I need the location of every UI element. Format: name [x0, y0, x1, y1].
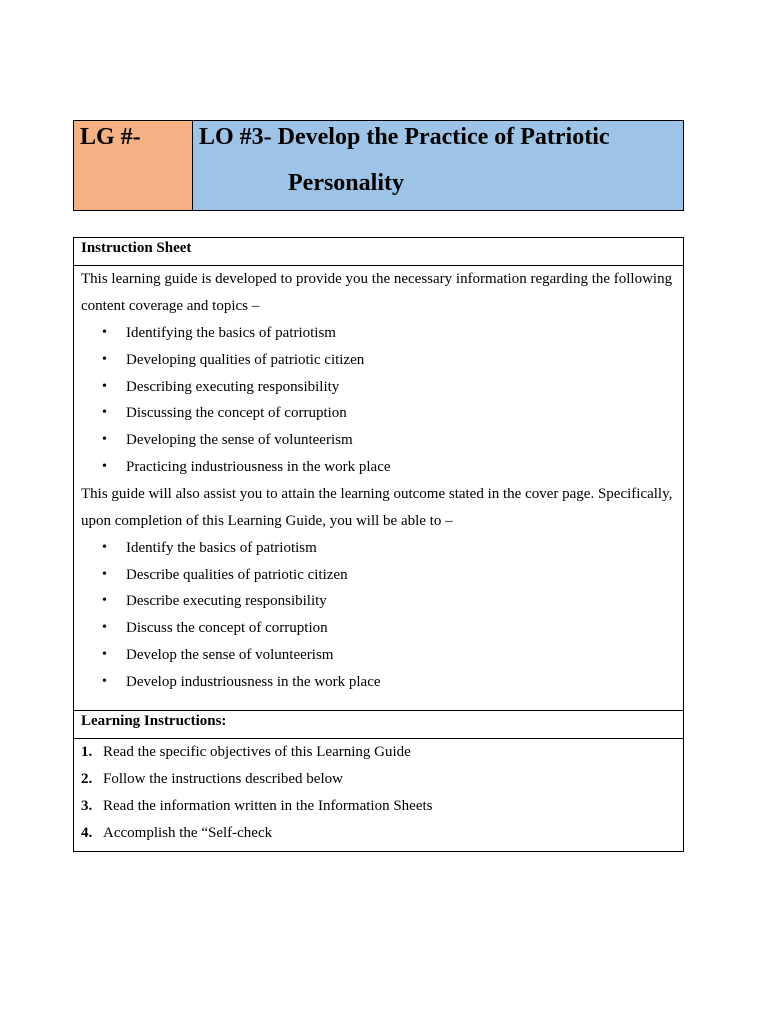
bullet-icon: •: [102, 673, 107, 689]
bullet-icon: •: [102, 593, 107, 609]
list-item: 3. Read the information written in the Information Sheets: [81, 793, 676, 820]
instruction-table: [73, 237, 684, 852]
list-item: • Identify the basics of patriotism: [81, 535, 676, 562]
header-table: [73, 120, 684, 211]
list-item: • Developing the sense of volunteerism: [81, 427, 676, 454]
intro-paragraph: This learning guide is developed to provide you the necessary information regarding the following content coverage and topics –: [81, 271, 673, 314]
bullet-icon: •: [102, 325, 107, 340]
bullet-icon: •: [102, 620, 107, 636]
step-number: 2.: [81, 770, 93, 787]
outcome-list: [81, 535, 676, 696]
learning-instructions-body: [74, 739, 683, 851]
list-item: 1. Read the specific objectives of this Learning Guide: [81, 739, 676, 766]
step-number: 3.: [81, 797, 93, 814]
learning-instructions-heading: Learning Instructions:: [74, 711, 683, 739]
bullet-icon: •: [102, 566, 107, 582]
list-item: • Practicing industriousness in the work place: [81, 454, 676, 481]
lo-title-line2: Personality: [288, 170, 404, 196]
bullet-icon: •: [102, 539, 107, 555]
lo-title-line1: LO #3- Develop the Practice of Patriotic: [199, 124, 610, 150]
instruction-sheet-body: [74, 266, 683, 711]
bullet-icon: •: [102, 351, 107, 367]
list-item: • Describing executing responsibility: [81, 374, 676, 401]
instruction-sheet-heading: Instruction Sheet: [74, 238, 683, 266]
list-item: 2. Follow the instructions described below: [81, 766, 676, 793]
list-item: • Developing qualities of patriotic citizen: [81, 347, 676, 374]
bullet-icon: •: [102, 378, 107, 394]
step-number: 4.: [81, 824, 93, 841]
list-item: • Discussing the concept of corruption: [81, 400, 676, 427]
bullet-icon: •: [102, 405, 107, 421]
steps-list: [81, 739, 676, 851]
bullet-icon: •: [102, 432, 107, 448]
topic-list: [81, 320, 676, 481]
bullet-icon: •: [102, 458, 107, 474]
step-number: 1.: [81, 743, 93, 760]
learning-guide-label: LG #-: [74, 121, 193, 210]
list-item: 4. Accomplish the “Self-check: [81, 820, 676, 847]
list-item: • Develop the sense of volunteerism: [81, 642, 676, 669]
outcome-paragraph: This guide will also assist you to attain the learning outcome stated in the cover page. Specifically, upon completion of this Learning Guide, you will be able to –: [81, 485, 673, 529]
list-item: • Describe qualities of patriotic citizen: [81, 562, 676, 589]
list-item: • Develop industriousness in the work place: [81, 669, 676, 696]
learning-outcome-title: [193, 121, 683, 210]
list-item: • Describe executing responsibility: [81, 588, 676, 615]
list-item: • Identifying the basics of patriotism: [81, 320, 676, 347]
list-item: • Discuss the concept of corruption: [81, 615, 676, 642]
bullet-icon: •: [102, 646, 107, 662]
